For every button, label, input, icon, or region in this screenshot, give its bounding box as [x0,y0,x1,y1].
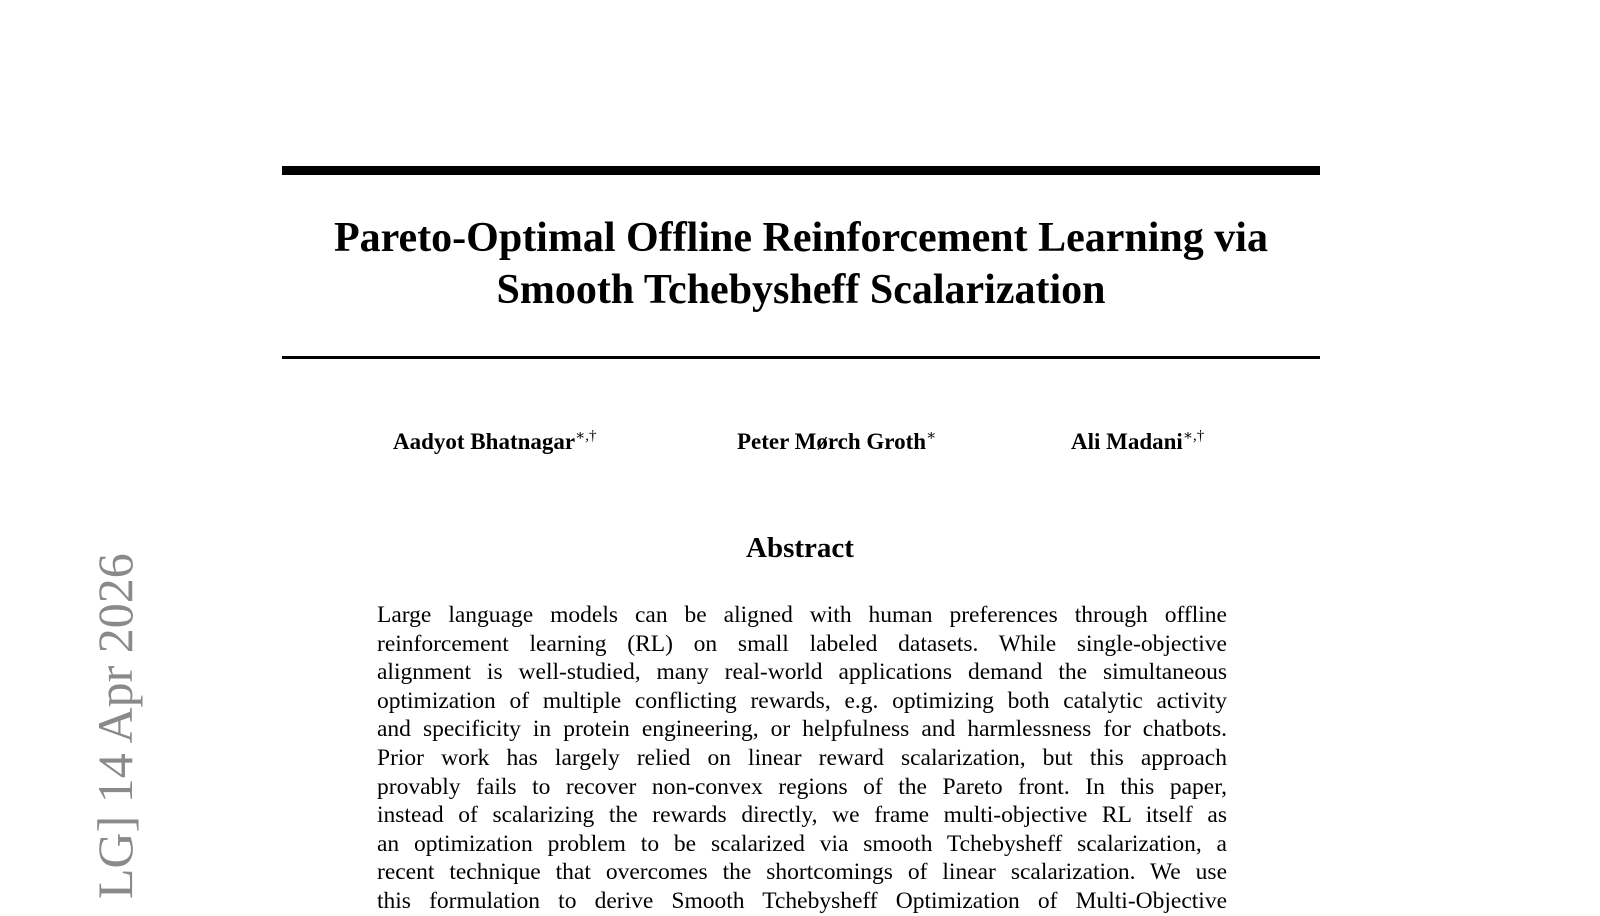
author-2 [737,426,936,455]
author-1 [393,426,597,455]
paper-title [282,212,1320,316]
author-name: Aadyot Bhatnagar [393,429,576,454]
author-affiliation-marks: ∗ [926,428,937,444]
abstract-line: provably fails to recover non-convex regions of the Pareto front. In this paper, [377,773,1227,800]
arxiv-sidebar-stamp: LG] 14 Apr 2026 [87,553,143,899]
author-name: Ali Madani [1071,429,1183,454]
abstract-line: an optimization problem to be scalarized via smooth Tchebysheff scalarization, a [377,830,1227,857]
abstract-line: reinforcement learning (RL) on small labeled datasets. While single-objective [377,630,1227,657]
author-affiliation-marks: ∗,† [1182,428,1205,444]
author-affiliation-marks: ∗,† [575,428,597,444]
abstract-line: Large language models can be aligned with human preferences through offline [377,602,1227,628]
abstract-line: optimization of multiple conflicting rewards, e.g. optimizing both catalytic activity [377,687,1227,714]
title-line-1: Pareto-Optimal Offline Reinforcement Learning via [334,215,1268,261]
author-3 [1071,426,1204,455]
abstract-line: alignment is well-studied, many real-world applications demand the simultaneous [377,659,1227,686]
abstract-body [377,601,1227,914]
author-name: Peter Mørch Groth [737,429,927,454]
abstract-line: this formulation to derive Smooth Tchebysheff Optimization of Multi-Objective [377,887,1227,914]
title-line-2: Smooth Tchebysheff Scalarization [496,267,1106,313]
title-top-rule [282,166,1320,175]
abstract-heading: Abstract [746,532,854,564]
title-bottom-rule [282,356,1320,359]
abstract-line: instead of scalarizing the rewards directly, we frame multi-objective RL itself as [377,802,1227,829]
abstract-line: recent technique that overcomes the shortcomings of linear scalarization. We use [377,859,1227,886]
abstract-line: and specificity in protein engineering, or helpfulness and harmlessness for chatbots. [377,716,1227,743]
abstract-line: Prior work has largely relied on linear reward scalarization, but this approach [377,744,1227,771]
author-list [0,426,1600,458]
